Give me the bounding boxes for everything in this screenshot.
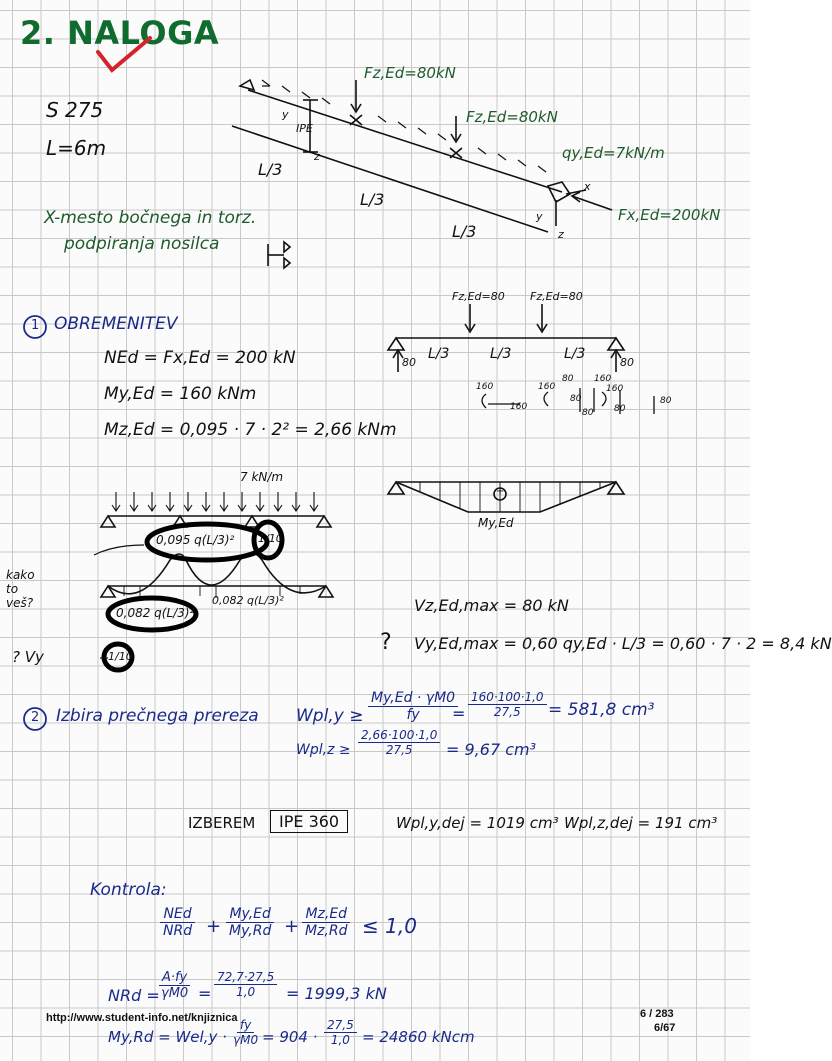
load-value-label: 7 kN/m	[240, 470, 284, 484]
segment3-label: L/3	[452, 222, 477, 241]
beam-force1-label: Fz,Ed=80	[452, 290, 505, 303]
force-fz2-label: Fz,Ed=80kN	[466, 108, 558, 126]
check-mark-icon	[98, 38, 150, 70]
myrd-denominator-2: 1,0	[330, 1033, 350, 1047]
section1-number: 1	[31, 318, 40, 333]
nrd-denominator-2: 1,0	[236, 985, 256, 999]
lateral-support-symbol	[268, 242, 290, 268]
wply-numerator-2: 160·100·1,0	[468, 690, 547, 705]
fb-val-9: 80	[614, 404, 626, 414]
myrd-fraction-2	[324, 1018, 357, 1047]
circled-moment-1: 0,095 q(L/3)²	[156, 533, 235, 547]
nrd-result: = 1999,3 kN	[286, 984, 387, 1003]
myrd-numerator: fy	[237, 1018, 254, 1033]
beam-seg2-label: L/3	[490, 346, 512, 362]
side-question-1: kako to veš?	[6, 568, 35, 610]
wply-dej: Wpl,y,dej = 1019 cm³	[396, 814, 559, 832]
beam-seg3-label: L/3	[564, 346, 586, 362]
vz-equation: Vz,Ed,max = 80 kN	[414, 596, 569, 615]
myrd-result: = 24860 kNcm	[362, 1028, 475, 1046]
side-question-2: ? Vy	[12, 648, 44, 666]
wplz-fraction	[358, 728, 440, 757]
wply-fraction-2	[468, 690, 547, 719]
check-term3	[302, 906, 351, 939]
myrd-numerator-2: 27,5	[324, 1018, 357, 1033]
nrd-numerator: A·fy	[159, 970, 190, 986]
moment-diagram	[388, 482, 624, 512]
vy-question-mark: ?	[380, 630, 392, 655]
ipe-label: IPE	[296, 122, 313, 135]
selected-profile-box: IPE 360	[270, 810, 348, 833]
beam-force2-label: Fz,Ed=80	[530, 290, 583, 303]
circled-coeff-1: 1/10	[258, 532, 283, 545]
nrd-fraction-2	[214, 970, 277, 999]
wplz-denominator: 27,5	[385, 743, 413, 757]
fb-val-7: 80	[582, 408, 594, 418]
nrd-fraction	[158, 970, 191, 1001]
moment-label: My,Ed	[478, 516, 514, 530]
moment-coeff-label: 0,082 q(L/3)²	[212, 594, 284, 607]
footer-page-local: 6/67	[654, 1022, 676, 1034]
footer-url[interactable]: http://www.student-info.net/knjiznica	[46, 1012, 238, 1024]
selection-prefix: IZBEREM	[188, 814, 256, 832]
wplz-lhs: Wpl,z ≥	[296, 742, 351, 758]
my-equation: My,Ed = 160 kNm	[104, 384, 257, 404]
nrd-lhs: NRd =	[108, 986, 160, 1005]
inclined-beam-sketch	[232, 80, 612, 232]
page-title: 2. NALOGA	[20, 14, 220, 52]
free-body-sketch	[482, 388, 654, 414]
section1-heading: OBREMENITEV	[54, 314, 178, 334]
check-term2-num: My,Ed	[226, 906, 273, 923]
wply-denominator-2: 27,5	[493, 705, 521, 719]
length-label: L=6m	[46, 136, 107, 160]
wply-equals: =	[452, 704, 466, 723]
mz-equation: Mz,Ed = 0,095 · 7 · 2² = 2,66 kNm	[104, 420, 397, 440]
check-plus-2: +	[284, 916, 300, 937]
reaction1-label: 80	[402, 356, 416, 369]
check-term3-den: Mz,Rd	[305, 923, 348, 939]
check-plus-1: +	[206, 916, 222, 937]
axis-z2-label: z	[558, 228, 564, 241]
wply-lhs: Wpl,y ≥	[296, 706, 364, 726]
note-line1: X-mesto bočnega in torz.	[44, 208, 257, 228]
fb-val-1: 160	[476, 382, 494, 392]
fb-val-10: 80	[660, 396, 672, 406]
reaction2-label: 80	[620, 356, 634, 369]
wplz-result: = 9,67 cm³	[446, 740, 536, 759]
fb-val-4: 80	[562, 374, 574, 384]
myrd-lhs: My,Rd = Wel,y ·	[108, 1028, 227, 1046]
wply-numerator: My,Ed · γM0	[368, 690, 458, 707]
vy-equation: Vy,Ed,max = 0,60 qy,Ed · L/3 = 0,60 · 7 · 2 = 8,4 kN	[414, 634, 832, 653]
nrd-equals: =	[198, 984, 212, 1003]
force-fx-label: Fx,Ed=200kN	[618, 206, 721, 224]
fb-val-6: 80	[570, 394, 582, 404]
fb-val-5: 160	[594, 374, 612, 384]
wplz-numerator: 2,66·100·1,0	[358, 728, 440, 743]
fb-val-8: 160	[606, 384, 624, 394]
axis-z1-label: z	[314, 150, 320, 163]
myrd-denominator: γM0	[233, 1033, 259, 1047]
material-label: S 275	[46, 98, 104, 122]
check-term1-num: NEd	[160, 906, 194, 923]
nrd-denominator: γM0	[161, 986, 189, 1001]
check-term1-den: NRd	[163, 923, 193, 939]
axis-y2-label: y	[536, 210, 543, 223]
wplz-dej: Wpl,z,dej = 191 cm³	[564, 814, 718, 832]
myrd-middle: = 904 ·	[262, 1028, 318, 1046]
load-qy-label: qy,Ed=7kN/m	[562, 144, 665, 162]
wply-denominator: fy	[406, 707, 420, 723]
section-number-circles	[24, 316, 46, 730]
check-heading: Kontrola:	[90, 880, 167, 900]
wply-result: = 581,8 cm³	[548, 700, 655, 720]
check-term2	[226, 906, 274, 939]
check-term2-den: My,Rd	[229, 923, 272, 939]
check-limit: ≤ 1,0	[362, 914, 417, 938]
segment2-label: L/3	[360, 190, 385, 209]
force-fz1-label: Fz,Ed=80kN	[364, 64, 456, 82]
circled-moment-2: 0,082 q(L/3)²	[116, 606, 195, 620]
ned-equation: NEd = Fx,Ed = 200 kN	[104, 348, 296, 368]
axis-x-label: x	[584, 180, 591, 193]
footer-page-total: 6 / 283	[640, 1008, 674, 1020]
fb-val-2: 160	[510, 402, 528, 412]
moment-plus-sign: +	[496, 486, 505, 497]
nrd-numerator-2: 72,7·27,5	[214, 970, 277, 985]
segment1-label: L/3	[258, 160, 283, 179]
wply-fraction	[368, 690, 458, 723]
check-term3-num: Mz,Ed	[302, 906, 350, 923]
note-line2: podpiranja nosilca	[64, 234, 220, 254]
section2-heading: Izbira prečnega prereza	[56, 706, 259, 726]
circled-coeff-2: 1/10	[108, 650, 133, 663]
axis-y1-label: y	[282, 108, 289, 121]
section2-number: 2	[31, 710, 40, 725]
beam-seg1-label: L/3	[428, 346, 450, 362]
check-term1	[160, 906, 195, 939]
fb-val-3: 160	[538, 382, 556, 392]
